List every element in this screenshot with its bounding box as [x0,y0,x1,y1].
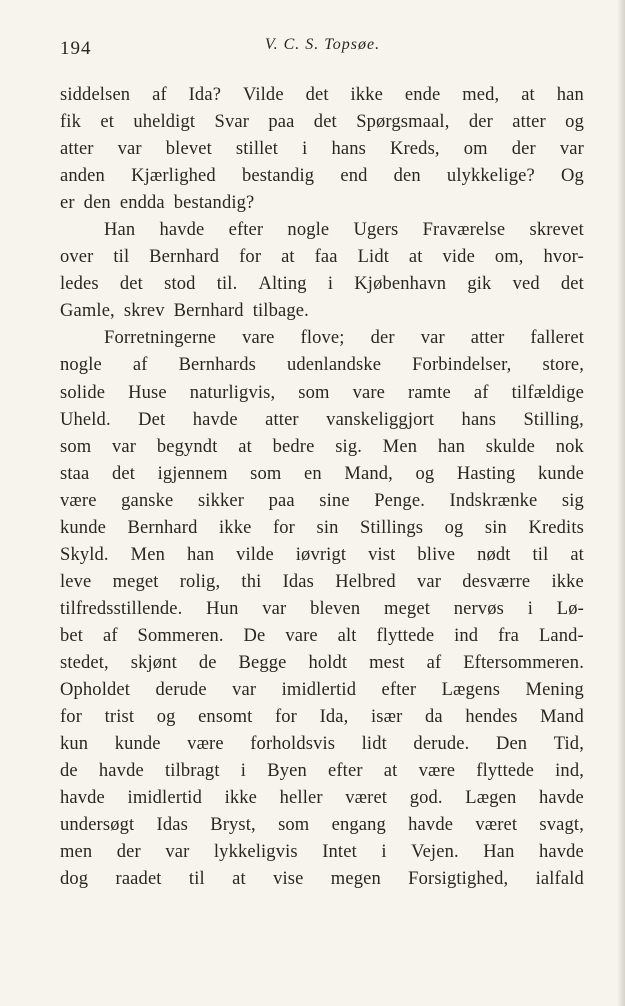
word: siddelsen [60,85,131,105]
word: være [418,761,456,782]
word: ikke [219,517,252,538]
word: end [340,166,368,187]
word: kunde [538,463,584,484]
word: dog [60,869,89,890]
word: et [100,112,114,133]
word: Ida? [188,85,222,105]
word: sine [319,490,350,511]
word: af [102,625,118,646]
word: ende [404,85,441,105]
word: flove; [300,328,345,349]
word: Forbindelser, [412,355,512,376]
word: stod [164,274,196,295]
word: i [327,274,334,295]
word: som [60,436,92,457]
word: tilfældige [511,382,584,403]
word: var [262,598,287,619]
word: kunde [60,517,106,538]
word: Tid, [553,734,584,755]
text-line [60,707,584,734]
word: skulde [485,436,535,457]
word: forholdsvis [250,734,336,755]
word: Kjøbenhavn [354,274,447,295]
word: Mand, [344,463,393,484]
word: hvor- [543,247,584,268]
word: endda [119,193,165,214]
word: være [187,734,224,755]
word: som [298,382,330,403]
word: iøvrigt [295,544,347,565]
word: ialfald [535,869,584,890]
word: og [565,112,584,133]
word: han [556,85,584,105]
word: nervøs [453,598,504,619]
paragraph-start-line [60,328,584,355]
word: Han [104,220,136,241]
text-line [60,383,584,410]
text-line [60,842,584,869]
word: er [60,193,75,214]
word: da [425,707,443,728]
word: sig [561,490,584,511]
word: engang [331,815,386,836]
word: af [132,355,148,376]
word: heller [279,788,323,809]
word: lidt [361,734,387,755]
text-line [60,247,584,274]
word: sin [484,517,507,538]
word: til. [216,274,238,295]
text-line [60,680,584,707]
word: han [186,544,215,565]
word: Bernhard [127,517,198,538]
word: af [473,382,489,403]
word: det [111,463,135,484]
word: om, [494,247,524,268]
word: bleven [310,598,361,619]
word: Hasting [456,463,516,484]
word: igjennem [157,463,228,484]
page-number: 194 [60,38,92,59]
text-line [60,491,584,518]
word: hendes [465,707,518,728]
text-line [60,274,584,301]
word: kun [60,734,89,755]
word: stedet, [60,652,109,673]
word: Mening [525,680,584,701]
word: vist [368,544,396,565]
word: Ugers [353,220,399,241]
word: vare [242,328,275,349]
text-line [60,139,584,166]
word: Alting [258,274,307,295]
word: været [475,815,518,836]
word: gik [467,274,492,295]
word: derude [155,680,207,701]
word: som [278,815,310,836]
word: Indskrænke [449,490,538,511]
word: Idas [282,571,314,592]
word: Kredits [528,517,584,538]
word: efter [328,761,363,782]
word: havde [159,220,205,241]
word: Uheld. [60,409,111,430]
word: den [393,166,421,187]
word: Og [561,166,584,187]
text-line [60,166,584,193]
page-header [60,34,585,62]
word: være [60,490,97,511]
text-line [60,869,584,896]
word: der [468,112,493,133]
word: det [119,274,143,295]
word: Lægen [465,788,517,809]
word: at [408,247,423,268]
word: meget [112,571,159,592]
word: naturligvis, [189,382,276,403]
word: at [238,436,252,457]
word: hans [331,139,366,160]
word: svagt, [539,815,584,836]
word: vise [273,869,304,890]
word: god. [409,788,443,809]
word: at [521,85,535,105]
word: store, [542,355,584,376]
text-line [60,85,584,112]
text-line [60,815,584,842]
word: flyttede [476,761,534,782]
word: for [274,707,297,728]
word: Bernhards [178,355,256,376]
text-line [60,518,584,545]
word: at [232,869,246,890]
word: ikke [224,788,258,809]
word: Ida, [319,707,349,728]
word: havde [538,788,584,809]
word: fik [60,112,82,133]
word: det [313,112,337,133]
word: var [117,139,142,160]
word: fra [498,625,520,646]
word: Spørgsmaal, [356,112,450,133]
word: Stilling, [523,409,584,430]
body-text [60,85,584,896]
word: Opholdet [60,680,131,701]
word: var [232,680,257,701]
word: Vejen. [411,842,459,863]
word: Skyld. [60,544,109,565]
word: nogle [287,220,330,241]
word: ind [454,625,479,646]
word: sikker [197,490,245,511]
word: havde [192,409,238,430]
word: skrevet [529,220,584,241]
page-edge-shadow [617,0,625,1006]
word: især [370,707,403,728]
word: over [60,247,94,268]
word: Helbred [335,571,396,592]
word: ikke [350,85,383,105]
word: vide [442,247,475,268]
word: havde [408,815,454,836]
word: bet [60,625,84,646]
word: Vilde [242,85,284,105]
word: bestandig [241,166,315,187]
word: efter [381,680,417,701]
word: Hun [206,598,239,619]
word: havde [60,788,105,809]
word: Bryst, [210,815,256,836]
word: og [444,517,464,538]
word: Byen [267,761,307,782]
word: Stillings [360,517,424,538]
text-line [60,464,584,491]
word: hans [461,409,497,430]
word: at [281,247,295,268]
word: ramte [408,382,451,403]
word: nogle [60,355,102,376]
word: at [570,544,584,565]
word: atter [60,139,94,160]
word: en [304,463,322,484]
word: Forsigtighed, [408,869,509,890]
word: De [243,625,266,646]
word: trist [104,707,135,728]
text-line [60,653,584,680]
word: flyttede [376,625,435,646]
word: leve [60,571,92,592]
word: skjønt [130,652,177,673]
word: Gamle, [60,301,115,322]
word: ledes [60,274,99,295]
word: til [113,247,130,268]
word: imidlertid [281,680,357,701]
word: atter [512,112,546,133]
word: ind, [555,761,584,782]
word: bestandig? [173,193,255,214]
word: tilbage. [252,301,309,322]
word: de [198,652,217,673]
text-line [60,112,584,139]
word: kunde [114,734,161,755]
word: sin [316,517,339,538]
word: Men [382,436,418,457]
word: til [532,544,549,565]
word: for [272,517,295,538]
word: Lægens [441,680,501,701]
word: af [426,652,442,673]
word: det [560,274,584,295]
word: for [60,707,83,728]
word: Bernhard [149,247,220,268]
word: Huse [128,382,167,403]
word: paa [268,490,295,511]
word: udenlandske [286,355,382,376]
word: solide [60,382,106,403]
word: Penge. [374,490,425,511]
word: var [420,328,445,349]
word: med, [462,85,500,105]
word: desværre [462,571,531,592]
word: vare [352,382,386,403]
word: uheldigt [133,112,196,133]
word: han [437,436,466,457]
text-line [60,545,584,572]
text-line [60,599,584,626]
text-line [60,301,584,328]
word: rolig, [179,571,221,592]
word: mest [369,652,405,673]
word: anden [60,166,105,187]
word: atter [265,409,299,430]
word: og [156,707,176,728]
word: alt [337,625,357,646]
word: tilbragt [164,761,220,782]
word: stillet [235,139,279,160]
word: havde [538,842,584,863]
word: Kreds, [389,139,440,160]
paragraph-start-line [60,220,584,247]
word: nok [555,436,584,457]
word: falleret [530,328,584,349]
word: blevet [165,139,212,160]
word: ved [512,274,540,295]
word: de [60,761,78,782]
word: vilde [236,544,274,565]
word: Det [138,409,166,430]
word: begyndt [156,436,218,457]
word: den [83,193,111,214]
word: der [511,139,536,160]
word: der [370,328,395,349]
word: Men [130,544,166,565]
word: om [463,139,488,160]
word: skrev [123,301,165,322]
word: var [112,436,137,457]
word: Eftersommeren. [463,652,584,673]
word: raadet [115,869,162,890]
word: Den [495,734,528,755]
word: blive [417,544,456,565]
word: paa [268,112,295,133]
word: sig. [335,436,363,457]
text-line [60,437,584,464]
word: ensomt [198,707,253,728]
word: meget [384,598,430,619]
word: Forretningerne [104,328,217,349]
text-line [60,626,584,653]
text-line [60,572,584,599]
word: efter [228,220,264,241]
word: at [383,761,398,782]
word: Sommeren. [137,625,224,646]
word: thi [241,571,262,592]
word: men [60,842,93,863]
word: nødt [477,544,511,565]
word: til [188,869,205,890]
word: var [165,842,190,863]
text-line [60,355,584,382]
word: der [116,842,141,863]
word: ikke [551,571,584,592]
word: Kjærlighed [131,166,216,187]
word: i [240,761,247,782]
word: undersøgt [60,815,135,836]
word: atter [470,328,505,349]
word: Bernhard [173,301,244,322]
word: var [559,139,584,160]
word: for [239,247,262,268]
word: og [415,463,435,484]
word: af [152,85,167,105]
word: megen [330,869,381,890]
word: Svar [214,112,250,133]
word: i [527,598,534,619]
word: lykkeligvis [213,842,298,863]
word: Intet [322,842,357,863]
word: tilfredsstillende. [60,598,183,619]
word: ganske [121,490,174,511]
word: var [417,571,442,592]
word: havde [98,761,144,782]
word: i [302,139,308,160]
word: holdt [308,652,348,673]
word: det [305,85,329,105]
word: i [381,842,387,863]
word: imidlertid [127,788,202,809]
word: derude. [413,734,470,755]
word: Lidt [357,247,390,268]
word: Lø- [556,598,584,619]
word: faa [314,247,338,268]
word: Begge [238,652,287,673]
running-head: V. C. S. Topsøe. [264,36,381,53]
word: Idas [156,815,188,836]
text-line [60,761,584,788]
word: staa [60,463,90,484]
text-line [60,734,584,761]
text-line [60,193,584,220]
word: vanskeliggjort [326,409,435,430]
word: Land- [538,625,584,646]
word: som [250,463,282,484]
word: Fraværelse [422,220,506,241]
word: vare [285,625,318,646]
text-line [60,788,584,815]
text-line [60,410,584,437]
word: ulykkelige? [446,166,535,187]
word: bedre [272,436,315,457]
word: Mand [540,707,584,728]
word: været [345,788,388,809]
word: Han [483,842,515,863]
